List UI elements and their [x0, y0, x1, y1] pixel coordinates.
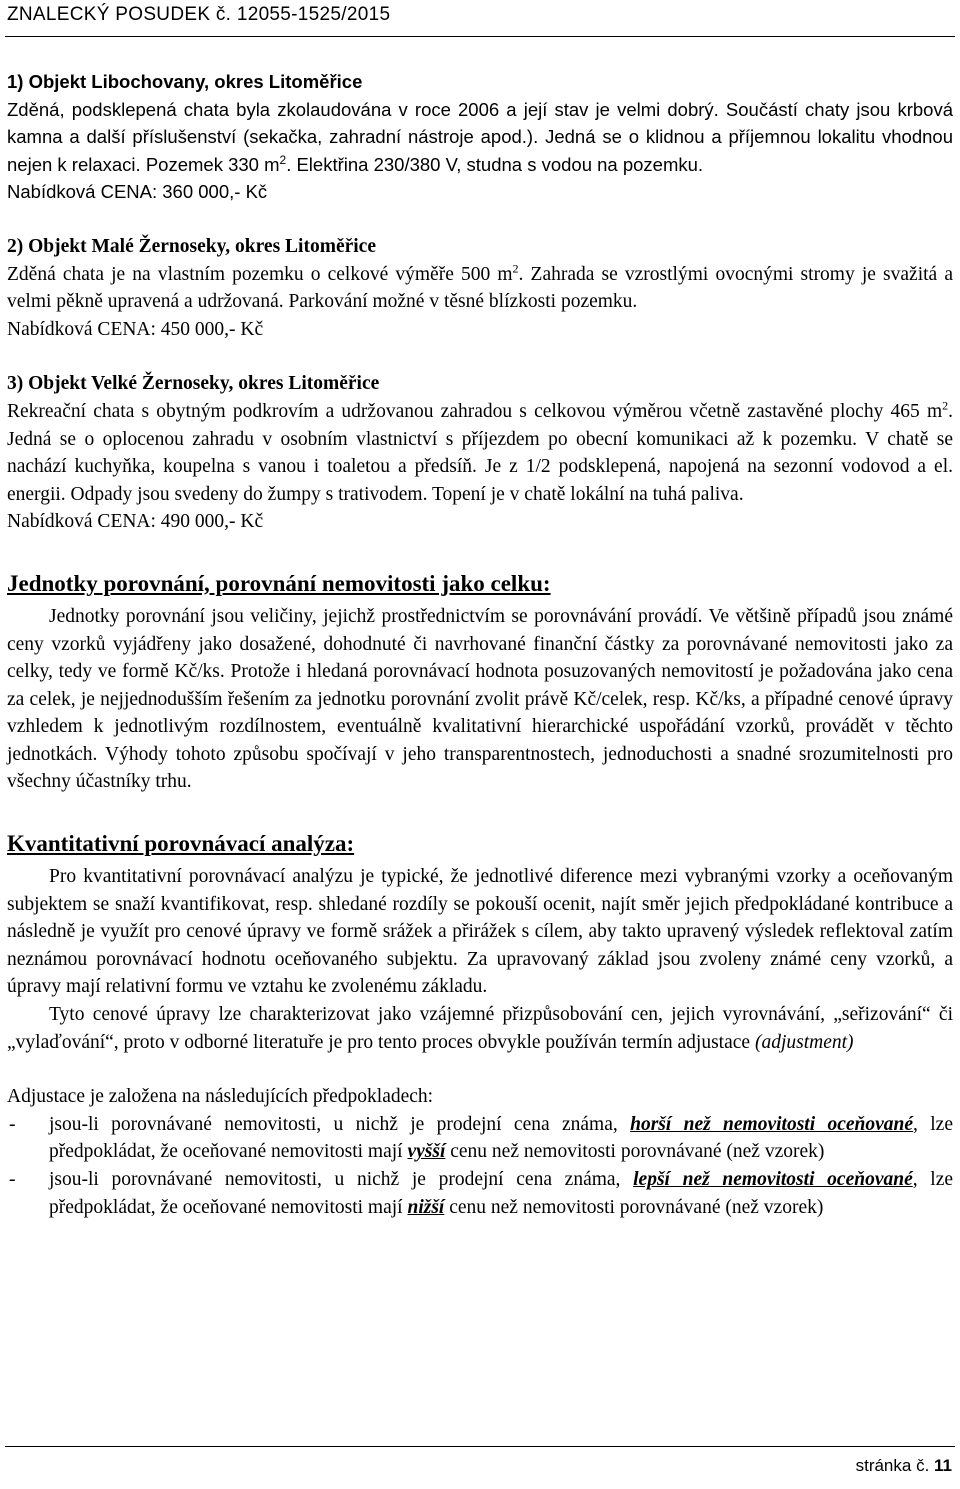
document-header: ZNALECKÝ POSUDEK č. 12055-1525/2015	[7, 4, 391, 25]
section-comparison-units	[7, 569, 953, 796]
object-title: 3) Objekt Velké Žernoseky, okres Litoměřice	[7, 373, 380, 395]
object-3	[7, 370, 953, 536]
header-divider	[5, 36, 955, 37]
object-description: Rekreační chata s obytným podkrovím a udržovanou zahradou s celkovou výměrou včetně zastavěné plochy 465 $m^2$. Jedná se o oplocenou zahradu v osobním vlastnictví s příjezdem po obecní komunikaci až k pozemku. V chatě se nachází kuchyňka, koupelna s vanou i toaletou a předsíň. Je z 1/2 podsklepená, napojená na sezonní vodovod a el. energii. Odpady jsou svedeny do žumpy s trativodem. Topení je v chatě lokální na tuhá paliva.	[7, 398, 953, 505]
section-paragraph: Pro kvantitativní porovnávací analýzu je typické, že jednotlivé diference mezi vybranými vzorky a oceňovaným subjektem se snaží kvantifikovat, resp. shledané rozdíly se pokouší ocenit, najít směr jejich předpokládané kontribuce a následně je využít pro cenové úpravy ve formě srážek a přirážek s cílem, aby takto upravený výsledek reflektoval zatím neznámou porovnávací hodnotu oceňovaného subjektu. Za upravovaný základ jsou zvoleny známé ceny vzorků, a úpravy mají relativní formu ve vztahu ke zvolenému základu.	[7, 866, 953, 998]
object-description: Zděná, podsklepená chata byla zkolaudována v roce 2006 a její stav je velmi dobrý. Součástí chaty jsou krbová kamna a další příslušenství (sekačka, zahradní nástroje apod.). Jedná se o klidnou a příjemnou lokalitu vhodnou nejen k relaxaci. Pozemek 330 $m^2$. Elektřina 230/380 V, studna s vodou na pozemku.	[7, 98, 953, 175]
document-body	[7, 68, 953, 1221]
section-quantitative-analysis	[7, 829, 953, 1056]
list-item: - jsou-li porovnávané nemovitosti, u nichž je prodejní cena známa, horší než nemovitosti oceňované, lze předpokládat, že oceňované nemovitosti mají vyšší cenu než nemovitosti porovnávané (než vzorek)	[9, 1113, 953, 1163]
object-1	[7, 68, 953, 206]
assumptions-intro: Adjustace je založena na následujících předpokladech:	[7, 1086, 434, 1108]
footer-divider	[5, 1446, 955, 1447]
section-paragraph: Tyto cenové úpravy lze charakterizovat jako vzájemné přizpůsobování cen, jejich vyrovnávání, „seřizování“ či „vylaďování“, proto v odborné literatuře je pro tento proces obvykle používán termín adjustace (adjustment)	[7, 1004, 953, 1053]
adjustment-assumptions	[7, 1083, 953, 1221]
object-2	[7, 233, 953, 343]
object-price: Nabídková CENA: 490 000,- Kč	[7, 511, 264, 533]
object-title: 2) Objekt Malé Žernoseky, okres Litoměřice	[7, 235, 376, 257]
page-number: stránka č. 11	[855, 1456, 952, 1475]
object-description: Zděná chata je na vlastním pozemku o celkové výměře 500 $m^2$. Zahrada se vzrostlými ovocnými stromy je svažitá a velmi pěkně upravená a udržovaná. Parkování možné v těsné blízkosti pozemku.	[7, 261, 953, 313]
section-heading: Jednotky porovnání, porovnání nemovitosti jako celku:	[7, 570, 551, 596]
object-price: Nabídková CENA: 360 000,- Kč	[7, 181, 268, 203]
list-item: - jsou-li porovnávané nemovitosti, u nichž je prodejní cena známa, lepší než nemovitosti oceňované, lze předpokládat, že oceňované nemovitosti mají nižší cenu než nemovitosti porovnávané (než vzorek)	[9, 1169, 953, 1218]
assumptions-list	[7, 1111, 953, 1221]
section-paragraph: Jednotky porovnání jsou veličiny, jejichž prostřednictvím se porovnávání provádí. Ve většině případů jsou známé ceny vzorků vyjádřeny jako dosažené, dohodnuté či navrhované finanční částky za porovnávané nemovitosti jako za celky, tedy ve formě Kč/ks. Protože i hledaná porovnávací hodnota posuzovaných nemovitostí je požadována jako cena za celek, je nejjednodušším řešením za jednotku porovnání zvolit právě Kč/celek, resp. Kč/ks, a případné cenové úpravy vzhledem k jednotlivým rozdílnostem, eventuálně kvalitativní hierarchické uspořádání vzorků, provádět v těchto jednotkách. Výhody tohoto způsobu spočívají v jeho transparentnostech, jednoduchosti a snadné srozumitelnosti pro všechny účastníky trhu.	[7, 605, 953, 793]
section-heading: Kvantitativní porovnávací analýza:	[7, 831, 355, 857]
object-title: 1) Objekt Libochovany, okres Litoměřice	[7, 71, 363, 92]
object-price: Nabídková CENA: 450 000,- Kč	[7, 318, 264, 340]
